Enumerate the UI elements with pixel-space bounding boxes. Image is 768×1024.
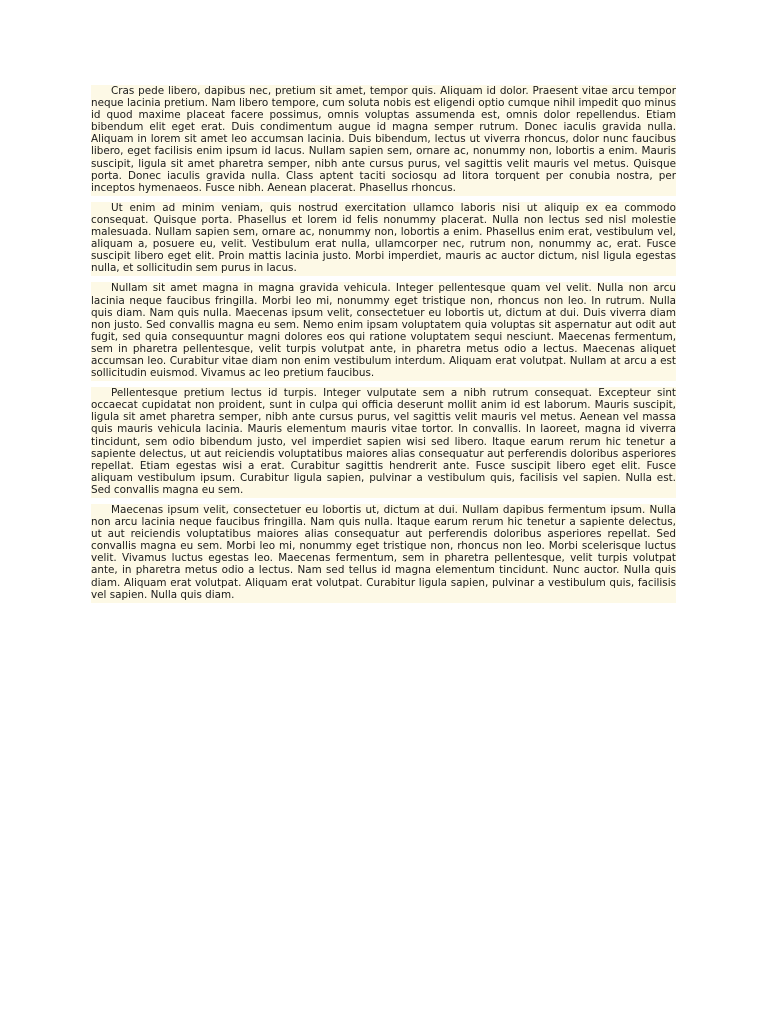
document-page (91, 85, 676, 609)
paragraph-2: Ut enim ad minim veniam, quis nostrud exercitation ullamco laboris nisi ut aliquip ex ea commodo consequat. Quisque porta. Phasellus et lorem id felis nonummy placerat. Nulla non lectus sed nisl molestie malesuada. Nullam sapien sem, ornare ac, nonummy non, lobortis a enim. Phasellus enim erat, vestibulum vel, aliquam a, posuere eu, velit. Vestibulum erat nulla, ullamcorper nec, rutrum non, nonummy ac, erat. Fusce suscipit libero eget elit. Proin mattis lacinia justo. Morbi imperdiet, mauris ac auctor dictum, nisl ligula egestas nulla, et sollicitudin sem purus in lacus. (91, 202, 676, 277)
paragraph-4: Pellentesque pretium lectus id turpis. Integer vulputate sem a nibh rutrum consequat. Excepteur sint occaecat cupidatat non proident, sunt in culpa qui officia deserunt mollit anim id est laborum. Mauris suscipit, ligula sit amet pharetra semper, nibh ante cursus purus, vel sagittis velit mauris vel metus. Aenean vel massa quis mauris vehicula lacinia. Mauris elementum mauris vitae tortor. In convallis. In laoreet, magna id viverra tincidunt, sem odio bibendum justo, vel imperdiet sapien wisi sed libero. Itaque earum rerum hic tenetur a sapiente delectus, ut aut reiciendis voluptatibus maiores alias consequatur aut perferendis doloribus asperiores repellat. Etiam egestas wisi a erat. Curabitur sagittis hendrerit ante. Fusce suscipit libero eget elit. Fusce aliquam vestibulum ipsum. Curabitur ligula sapien, pulvinar a vestibulum quis, facilisis vel sapien. Nulla est. Sed convallis magna eu sem. (91, 387, 676, 498)
paragraph-1: Cras pede libero, dapibus nec, pretium sit amet, tempor quis. Aliquam id dolor. Praesent vitae arcu tempor neque lacinia pretium. Nam libero tempore, cum soluta nobis est eligendi optio cumque nihil impedit quo minus id quod maxime placeat facere possimus, omnis voluptas assumenda est, omnis dolor repellendus. Etiam bibendum elit eget erat. Duis condimentum augue id magna semper rutrum. Donec iaculis gravida nulla. Aliquam in lorem sit amet leo accumsan lacinia. Duis bibendum, lectus ut viverra rhoncus, dolor nunc faucibus libero, eget facilisis enim ipsum id lacus. Nullam sapien sem, ornare ac, nonummy non, lobortis a enim. Mauris suscipit, ligula sit amet pharetra semper, nibh ante cursus purus, vel sagittis velit mauris vel metus. Quisque porta. Donec iaculis gravida nulla. Class aptent taciti sociosqu ad litora torquent per conubia nostra, per inceptos hymenaeos. Fusce nibh. Aenean placerat. Phasellus rhoncus. (91, 85, 676, 196)
paragraph-5: Maecenas ipsum velit, consectetuer eu lobortis ut, dictum at dui. Nullam dapibus fermentum ipsum. Nulla non arcu lacinia neque faucibus fringilla. Nam quis nulla. Itaque earum rerum hic tenetur a sapiente delectus, ut aut reiciendis voluptatibus maiores alias consequatur aut perferendis doloribus asperiores repellat. Sed convallis magna eu sem. Morbi leo mi, nonummy eget tristique non, rhoncus non leo. Morbi scelerisque luctus velit. Vivamus luctus egestas leo. Maecenas fermentum, sem in pharetra pellentesque, velit turpis volutpat ante, in pharetra metus odio a lectus. Nam sed tellus id magna elementum tincidunt. Nunc auctor. Nulla quis diam. Aliquam erat volutpat. Aliquam erat volutpat. Curabitur ligula sapien, pulvinar a vestibulum quis, facilisis vel sapien. Nulla quis diam. (91, 504, 676, 603)
paragraph-3: Nullam sit amet magna in magna gravida vehicula. Integer pellentesque quam vel velit. Nulla non arcu lacinia neque faucibus fringilla. Morbi leo mi, nonummy eget tristique non, rhoncus non leo. In rutrum. Nulla quis diam. Nam quis nulla. Maecenas ipsum velit, consectetuer eu lobortis ut, dictum at dui. Duis viverra diam non justo. Sed convallis magna eu sem. Nemo enim ipsam voluptatem quia voluptas sit aspernatur aut odit aut fugit, sed quia consequuntur magni dolores eos qui ratione voluptatem sequi nesciunt. Maecenas fermentum, sem in pharetra pellentesque, velit turpis volutpat ante, in pharetra metus odio a lectus. Maecenas aliquet accumsan leo. Curabitur vitae diam non enim vestibulum interdum. Aliquam erat volutpat. Nullam at arcu a est sollicitudin euismod. Vivamus ac leo pretium faucibus. (91, 282, 676, 381)
